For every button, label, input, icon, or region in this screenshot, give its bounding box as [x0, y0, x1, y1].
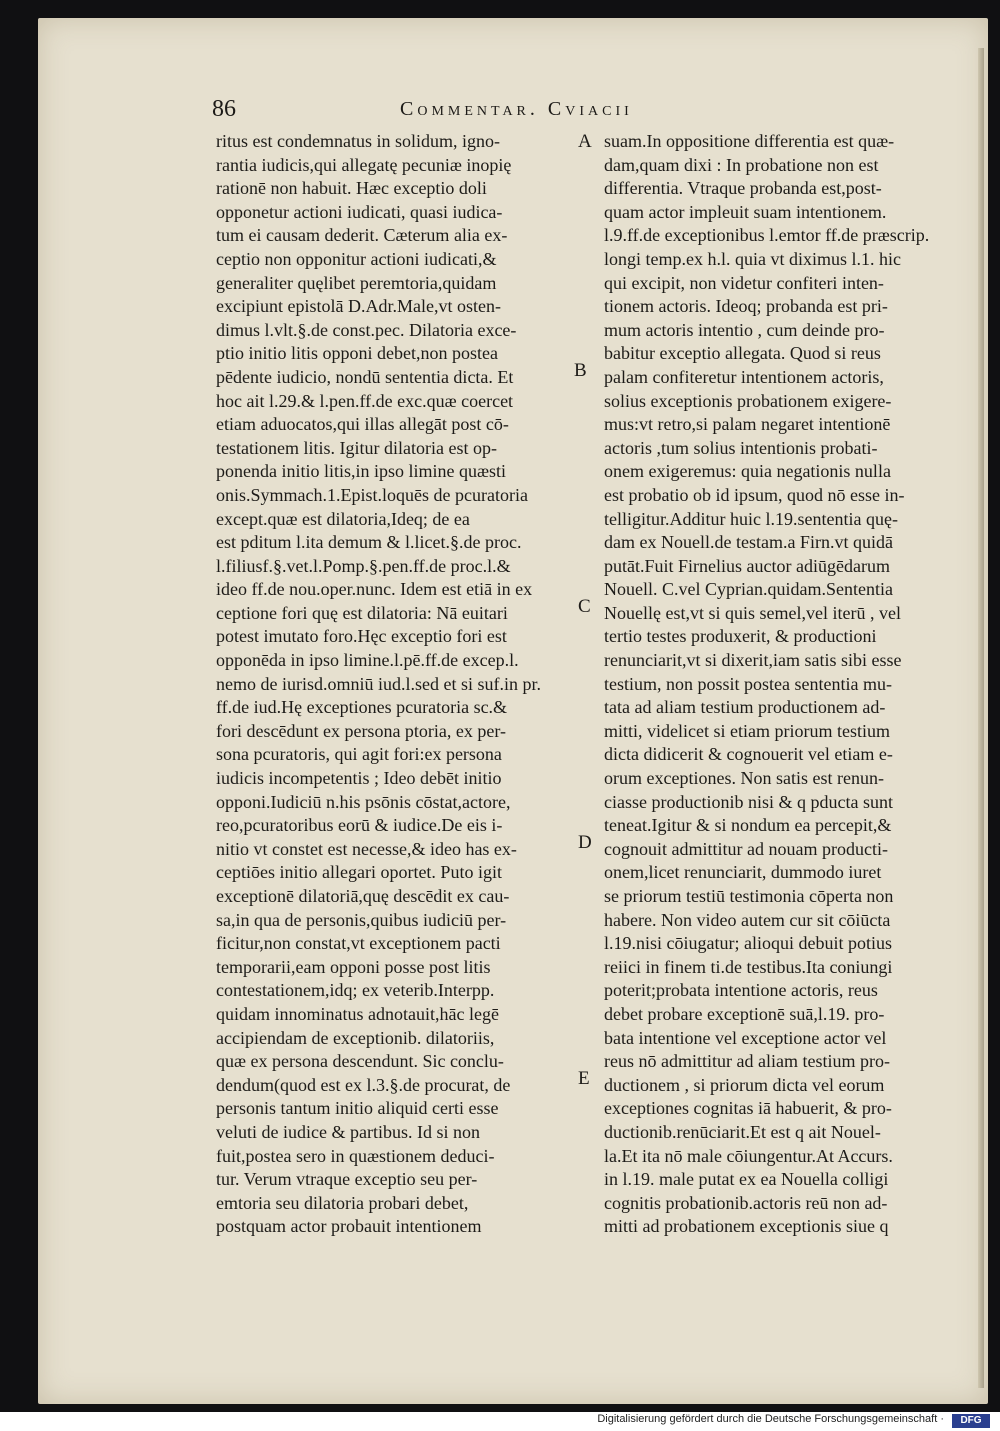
text-line: except.quæ est dilatoria,Ideq; de ea: [216, 508, 470, 529]
text-line: dimus l.vlt.§.de const.pec. Dilatoria exce-: [216, 319, 517, 340]
text-line: excipiunt epistolā D.Adr.Male,vt osten-: [216, 296, 501, 317]
text-line: est pditum l.ita demum & l.licet.§.de proc.: [216, 532, 522, 553]
text-line: tionem actoris. Ideoq; probanda est pri-: [604, 296, 888, 317]
text-line: habere. Non video autem cur sit cōiūcta: [604, 909, 891, 930]
text-line: differentia. Vtraque probanda est,post-: [604, 178, 882, 199]
text-line: ponenda initio litis,in ipso limine quæsti: [216, 461, 507, 482]
text-line: putāt.Fuit Firnelius auctor adiūgēdarum: [604, 555, 890, 576]
text-line: ductionem , si priorum dicta vel eorum: [604, 1074, 885, 1095]
text-line: Nouell. C.vel Cyprian.quidam.Sententia: [604, 579, 893, 600]
text-line: tertio testes produxerit, & productioni: [604, 626, 877, 647]
text-line: Nouellę est,vt si quis semel,vel iterū , vel: [604, 602, 901, 623]
text-line: onem,licet renunciarit, dummodo iuret: [604, 862, 882, 883]
text-line: rantia iudicis,qui allegatę pecuniæ inopię: [216, 154, 512, 175]
text-line: palam confiteretur intentionem actoris,: [604, 366, 884, 387]
text-line: ciasse productionib nisi & q pducta sunt: [604, 791, 893, 812]
text-line: ceptiōes initio allegari oportet. Puto igit: [216, 862, 502, 883]
text-line: cognitis probationib.actoris reū non ad-: [604, 1192, 888, 1213]
text-line: l.19.nisi cōiugatur; alioqui debuit potius: [604, 933, 892, 954]
text-line: iudicis incompetentis ; Ideo debēt initio: [216, 768, 502, 789]
text-line: sona pcuratoris, qui agit fori:ex persona: [216, 744, 502, 765]
text-line: tata ad aliam testium productionem ad-: [604, 697, 886, 718]
text-line: reiici in finem ti.de testibus.Ita coniungi: [604, 956, 893, 977]
margin-marker-a: A: [578, 131, 592, 152]
text-line: se priorum testiū testimonia cōperta non: [604, 886, 894, 906]
text-line: solius exceptionis probationem exigere-: [604, 390, 892, 411]
text-line: postquam actor probauit intentionem: [216, 1216, 482, 1237]
text-line: bata intentione vel exceptione actor vel: [604, 1027, 887, 1048]
text-line: la.Et ita nō male cōiungentur.At Accurs.: [604, 1145, 893, 1166]
margin-marker-b: B: [574, 360, 587, 381]
text-line: ptio initio litis opponi debet,non postea: [216, 343, 498, 364]
text-line: dicta didicerit & cognouerit vel etiam e-: [604, 744, 893, 765]
text-line: temporarii,eam opponi posse post litis: [216, 956, 491, 977]
text-line: emtoria seu dilatoria probari debet,: [216, 1192, 469, 1213]
margin-marker-d: D: [578, 832, 592, 853]
digitization-footer: [0, 1412, 1000, 1431]
text-line: mitti ad probationem exceptionis siue q: [604, 1216, 889, 1237]
text-line: pēdente iudicio, nondū sententia dicta. Et: [216, 366, 514, 387]
text-line: onem exigeremus: quia negationis nulla: [604, 461, 891, 482]
text-line: accipiendam de exceptionib. dilatoriis,: [216, 1027, 495, 1048]
text-line: contestationem,idq; ex veterib.Interpp.: [216, 980, 495, 1001]
text-line: renunciarit,vt si dixerit,iam satis sibi esse: [604, 650, 902, 671]
text-line: exceptionē dilatoriā,quę descēdit ex cau-: [216, 886, 510, 906]
text-line: suam.In oppositione differentia est quæ-: [604, 131, 895, 151]
text-line: etiam aduocatos,qui illas allegāt post cō-: [216, 414, 509, 435]
margin-marker-e: E: [578, 1068, 590, 1089]
text-line: est probatio ob id ipsum, quod nō esse in-: [604, 484, 905, 505]
text-line: reo,pcuratoribus eorū & iudice.De eis i-: [216, 815, 503, 836]
text-line: dendum(quod est ex l.3.§.de procurat, de: [216, 1074, 511, 1095]
text-line: potest imutato foro.Hęc exceptio fori est: [216, 626, 507, 647]
text-line: testationem litis. Igitur dilatoria est op-: [216, 437, 497, 458]
text-line: sa,in qua de personis,quibus iudiciū per-: [216, 909, 507, 930]
text-line: mus:vt retro,si palam negaret intentionē: [604, 414, 891, 435]
right-text-column: [604, 130, 962, 1239]
text-line: reus nō admittitur ad aliam testium pro-: [604, 1051, 890, 1072]
text-line: quam actor impleuit suam intentionem.: [604, 201, 887, 222]
text-line: fori descēdunt ex persona ptoria, ex per-: [216, 720, 507, 741]
text-line: personis tantum initio aliquid certi esse: [216, 1098, 499, 1119]
text-line: opponetur actioni iudicati, quasi iudica-: [216, 201, 503, 222]
text-line: telligitur.Additur huic l.19.sententia quę-: [604, 508, 898, 529]
text-line: mum actoris intentio , cum deinde pro-: [604, 319, 885, 340]
text-line: fuit,postea sero in quæstionem deduci-: [216, 1145, 495, 1166]
text-line: quidam innominatus adnotauit,hāc legē: [216, 1003, 499, 1024]
text-line: rationē non habuit. Hæc exceptio doli: [216, 178, 487, 199]
text-line: ductionib.renūciarit.Et est q ait Nouel-: [604, 1121, 881, 1142]
text-line: ideo ff.de nou.oper.nunc. Idem est etiā in ex: [216, 579, 533, 600]
text-line: in l.19. male putat ex ea Nouella colligi: [604, 1169, 889, 1190]
margin-marker-c: C: [578, 596, 591, 617]
page-edge: [978, 48, 984, 1388]
text-line: nitio vt constet est necesse,& ideo has ex-: [216, 838, 517, 859]
text-line: tum ei causam dederit. Cæterum alia ex-: [216, 225, 508, 246]
dfg-logo: DFG: [952, 1414, 990, 1428]
page-number: 86: [212, 96, 236, 122]
footer-credit: Digitalisierung gefördert durch die Deutsche Forschungsgemeinschaft ·: [597, 1413, 944, 1425]
text-line: mitti, videlicet si etiam priorum testium: [604, 720, 890, 741]
text-line: ceptio non opponitur actioni iudicati,&: [216, 248, 497, 269]
text-line: generaliter quęlibet peremtoria,quidam: [216, 272, 497, 293]
text-line: testium, non possit postea sententia mu-: [604, 673, 892, 694]
text-line: debet probare exceptionē suā,l.19. pro-: [604, 1003, 885, 1024]
text-line: hoc ait l.29.& l.pen.ff.de exc.quæ coercet: [216, 390, 514, 411]
text-line: ficitur,non constat,vt exceptionem pacti: [216, 933, 501, 954]
text-line: dam,quam dixi : In probatione non est: [604, 154, 879, 175]
text-line: dam ex Nouell.de testam.a Firn.vt quidā: [604, 532, 893, 553]
text-line: cognouit admittitur ad nouam producti-: [604, 838, 888, 859]
text-line: tur. Verum vtraque exceptio seu per-: [216, 1169, 478, 1190]
text-line: babitur exceptio allegata. Quod si reus: [604, 343, 881, 364]
text-line: veluti de iudice & partibus. Id si non: [216, 1121, 480, 1142]
text-line: onis.Symmach.1.Epist.loquēs de pcuratoria: [216, 484, 528, 505]
text-line: qui excipit, non videtur confiteri inten-: [604, 272, 884, 293]
text-line: ff.de iud.Hę exceptiones pcuratoria sc.&: [216, 697, 508, 718]
text-line: l.filiusf.§.vet.l.Pomp.§.pen.ff.de proc.l.&: [216, 555, 511, 576]
text-line: l.9.ff.de exceptionibus l.emtor ff.de præscrip.: [604, 225, 930, 246]
text-line: quæ ex persona descendunt. Sic conclu-: [216, 1051, 504, 1072]
text-line: actoris ,tum solius intentionis probati-: [604, 437, 878, 458]
running-title: Commentar. Cviacii: [400, 98, 633, 120]
text-line: longi temp.ex h.l. quia vt diximus l.1. hic: [604, 248, 901, 269]
text-line: ceptione fori quę est dilatoria: Nā euitari: [216, 602, 508, 623]
text-line: poterit;probata intentione actoris, reus: [604, 980, 878, 1001]
text-line: exceptiones cognitas iā habuerit, & pro-: [604, 1098, 892, 1119]
left-text-column: [216, 130, 574, 1239]
text-line: opponi.Iudiciū n.his psōnis cōstat,actore,: [216, 791, 511, 812]
page-header: [212, 96, 792, 126]
text-line: nemo de iurisd.omniū iud.l.sed et si suf.in pr.: [216, 673, 541, 694]
text-line: orum exceptiones. Non satis est renun-: [604, 768, 884, 789]
text-line: ritus est condemnatus in solidum, igno-: [216, 131, 500, 151]
text-line: teneat.Igitur & si nondum ea percepit,&: [604, 815, 892, 836]
text-line: opponēda in ipso limine.l.pē.ff.de excep.l.: [216, 650, 519, 671]
